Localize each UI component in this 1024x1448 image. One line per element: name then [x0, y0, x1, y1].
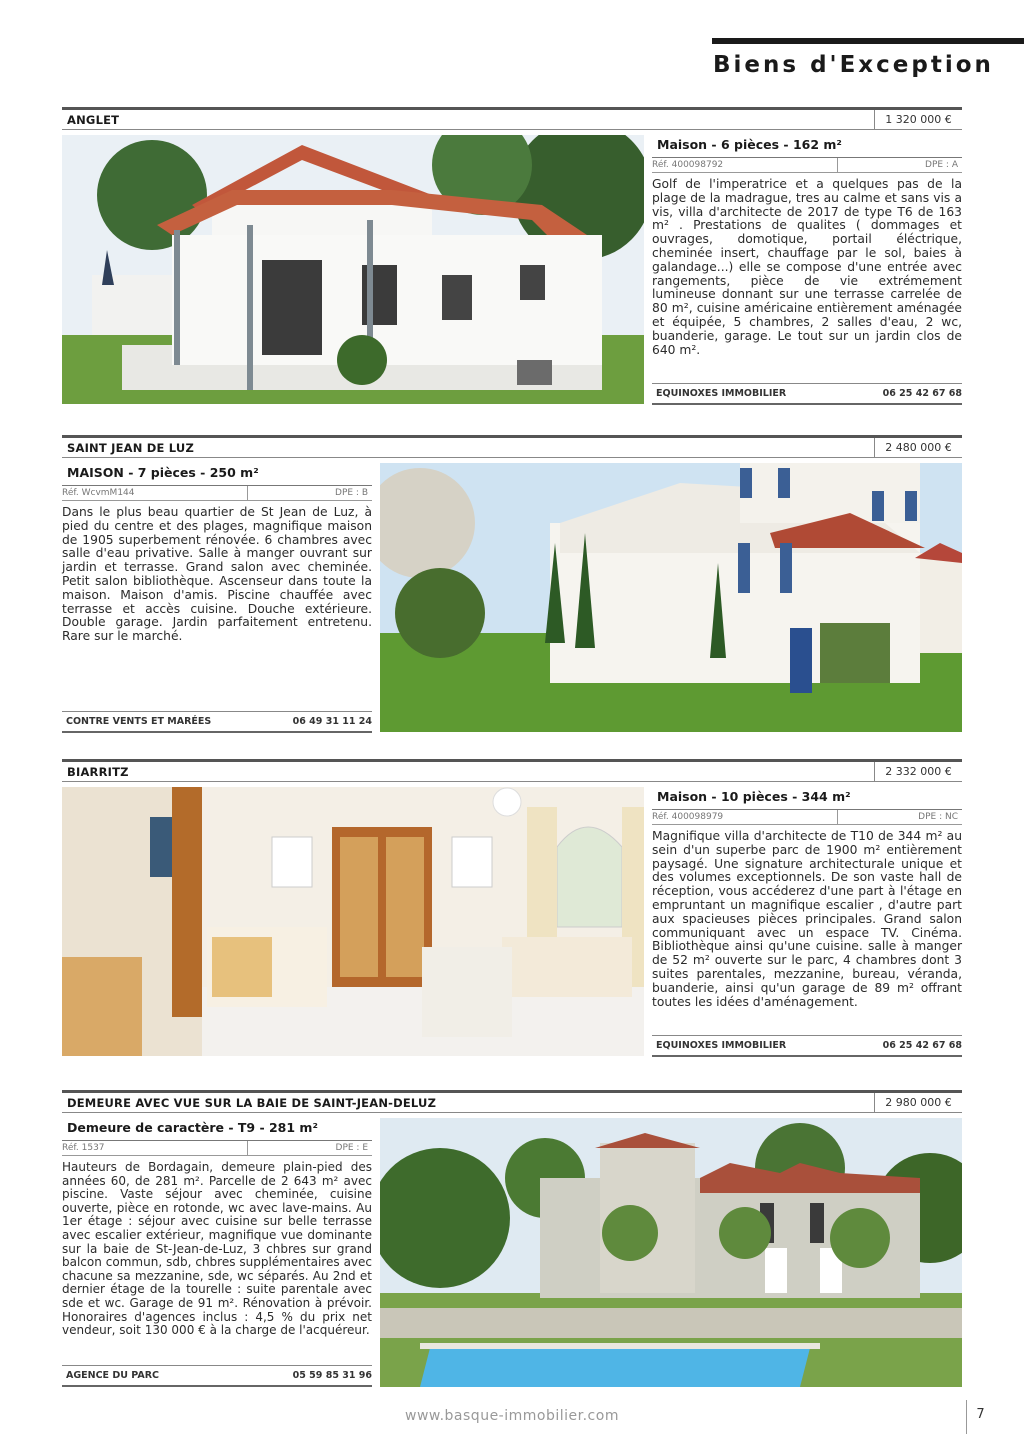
dpe-rating: DPE : A	[925, 160, 958, 170]
listing-city: ANGLET	[67, 113, 120, 127]
footer-website-url: www.basque-immobilier.com	[405, 1408, 619, 1424]
dpe-rating: DPE : E	[335, 1143, 368, 1153]
dpe-rating: DPE : NC	[918, 812, 958, 822]
property-description: Dans le plus beau quartier de St Jean de Luz, à pied du centre et des plages, magnifique maison de 1905 superbement rénovée. 6 chambres avec salle d'eau privative. Salle à manger ouvrant sur jardin et terrasse. Grand salon avec cheminée. Petit salon bibliothèque. Ascenseur dans toute la maison. Maison d'amis. Piscine chauffée avec terrasse et accès cuisine. Douche extérieure. Double garage. Jardin parfaitement entretenu. Rare sur le marché.	[62, 505, 372, 644]
page-number: 7	[966, 1400, 994, 1434]
agency-phone: 06 49 31 11 24	[292, 716, 372, 727]
meta-row	[62, 1140, 372, 1156]
listing-header	[62, 759, 962, 782]
listing-info	[652, 787, 962, 1057]
section-title: Biens d'Exception	[713, 52, 994, 78]
meta-row	[652, 157, 962, 173]
reference: Réf. 400098979	[652, 810, 838, 824]
meta-row	[62, 485, 372, 501]
property-description: Hauteurs de Bordagain, demeure plain-pied des années 60, de 281 m². Parcelle de 2 643 m² avec piscine. Vaste séjour avec cheminée, cuisine ouverte, pièce en rotonde, wc avec lave-mains. Au 1er étage : séjour avec cuisine sur belle terrasse avec escalier extérieur, magnifique vue dominante sur la baie de St-Jean-de-Luz, 3 chbres sur grand balcon commun, sdb, chbres supplémentaires avec chacune sa mezzanine, sde, wc séparés. Au 2nd et dernier étage de la tourelle : suite parentale avec sde et wc. Garage de 91 m². Rénovation à prévoir. Honoraires d'agences inclus : 4,5 % du prix net vendeur, soit 130 000 € à la charge de l'acquéreur.	[62, 1160, 372, 1338]
listing-info	[62, 463, 372, 733]
property-title: Maison - 6 pièces - 162 m²	[657, 137, 842, 152]
listing-info	[652, 135, 962, 405]
property-photo	[62, 787, 644, 1056]
agency-phone: 06 25 42 67 68	[882, 1040, 962, 1051]
agency-row	[652, 383, 962, 405]
header-bar	[712, 38, 1024, 44]
reference: Réf. WcvmM144	[62, 486, 248, 500]
listing-city: DEMEURE AVEC VUE SUR LA BAIE DE SAINT-JEAN-DELUZ	[67, 1096, 437, 1110]
reference: Réf. 400098792	[652, 158, 838, 172]
listing-header	[62, 1090, 962, 1113]
agency-row	[62, 1365, 372, 1387]
agency-name: EQUINOXES IMMOBILIER	[656, 388, 787, 399]
meta-row	[652, 809, 962, 825]
property-description: Magnifique villa d'architecte de T10 de 344 m² au sein d'un superbe parc de 1900 m² entièrement paysagé. Une signature architecturale unique et des volumes exceptionnels. De son vaste hall de réception, vous accéderez d'une part à l'étage en empruntant un magnifique escalier , d'autre part aux spacieuses pièces principales. Grand salon communiquant avec un espace TV. Cinéma. Bibliothèque ainsi qu'une cuisine. salle à manger de 52 m² ouverte sur le parc, 4 chambres dont 3 suites parentales, mezzanine, bureau, véranda, buanderie, ainsi qu'un garage de 89 m² offrant toutes les idées d'aménagement.	[652, 829, 962, 1009]
agency-name: CONTRE VENTS ET MARÉES	[66, 716, 212, 727]
property-photo	[62, 135, 644, 404]
listing-header	[62, 435, 962, 458]
listing-info	[62, 1118, 372, 1387]
listing-biarritz	[62, 759, 962, 1057]
property-photo	[380, 463, 962, 732]
listing-anglet	[62, 107, 962, 405]
listing-city: BIARRITZ	[67, 765, 129, 779]
listing-demeure-saint-jean-de-luz	[62, 1090, 962, 1388]
agency-row	[62, 711, 372, 733]
property-title: MAISON - 7 pièces - 250 m²	[67, 465, 259, 480]
property-description: Golf de l'imperatrice et a quelques pas de la plage de la madrague, tres au calme et sans vis a vis, villa d'architecte de 2017 de type T6 de 163 m² . Prestations de qualites ( dommages et ouvrages, domotique, portail éléctrique, cheminée insert, chauffage par le sol, baies à galandage...) elle se compose d'une entrée avec rangements, pièce de vie extrémement lumineuse donnant sur une terrasse carrelée de 80 m², cuisine américaine entièrement aménagée et équipée, 5 chambres, 2 salles d'eau, 2 wc, buanderie, garage. Le tout sur un jardin clos de 640 m².	[652, 177, 962, 357]
dpe-rating: DPE : B	[335, 488, 368, 498]
listing-price: 2 480 000 €	[874, 438, 962, 457]
reference: Réf. 1537	[62, 1141, 248, 1155]
property-title: Demeure de caractère - T9 - 281 m²	[67, 1120, 318, 1135]
agency-name: AGENCE DU PARC	[66, 1370, 159, 1381]
listing-city: SAINT JEAN DE LUZ	[67, 441, 194, 455]
listing-price: 1 320 000 €	[874, 110, 962, 129]
agency-phone: 05 59 85 31 96	[292, 1370, 372, 1381]
listing-price: 2 332 000 €	[874, 762, 962, 781]
listing-header	[62, 107, 962, 130]
property-title: Maison - 10 pièces - 344 m²	[657, 789, 851, 804]
property-photo	[380, 1118, 962, 1387]
agency-name: EQUINOXES IMMOBILIER	[656, 1040, 787, 1051]
agency-row	[652, 1035, 962, 1057]
listing-price: 2 980 000 €	[874, 1093, 962, 1112]
agency-phone: 06 25 42 67 68	[882, 388, 962, 399]
listing-saint-jean-de-luz	[62, 435, 962, 733]
